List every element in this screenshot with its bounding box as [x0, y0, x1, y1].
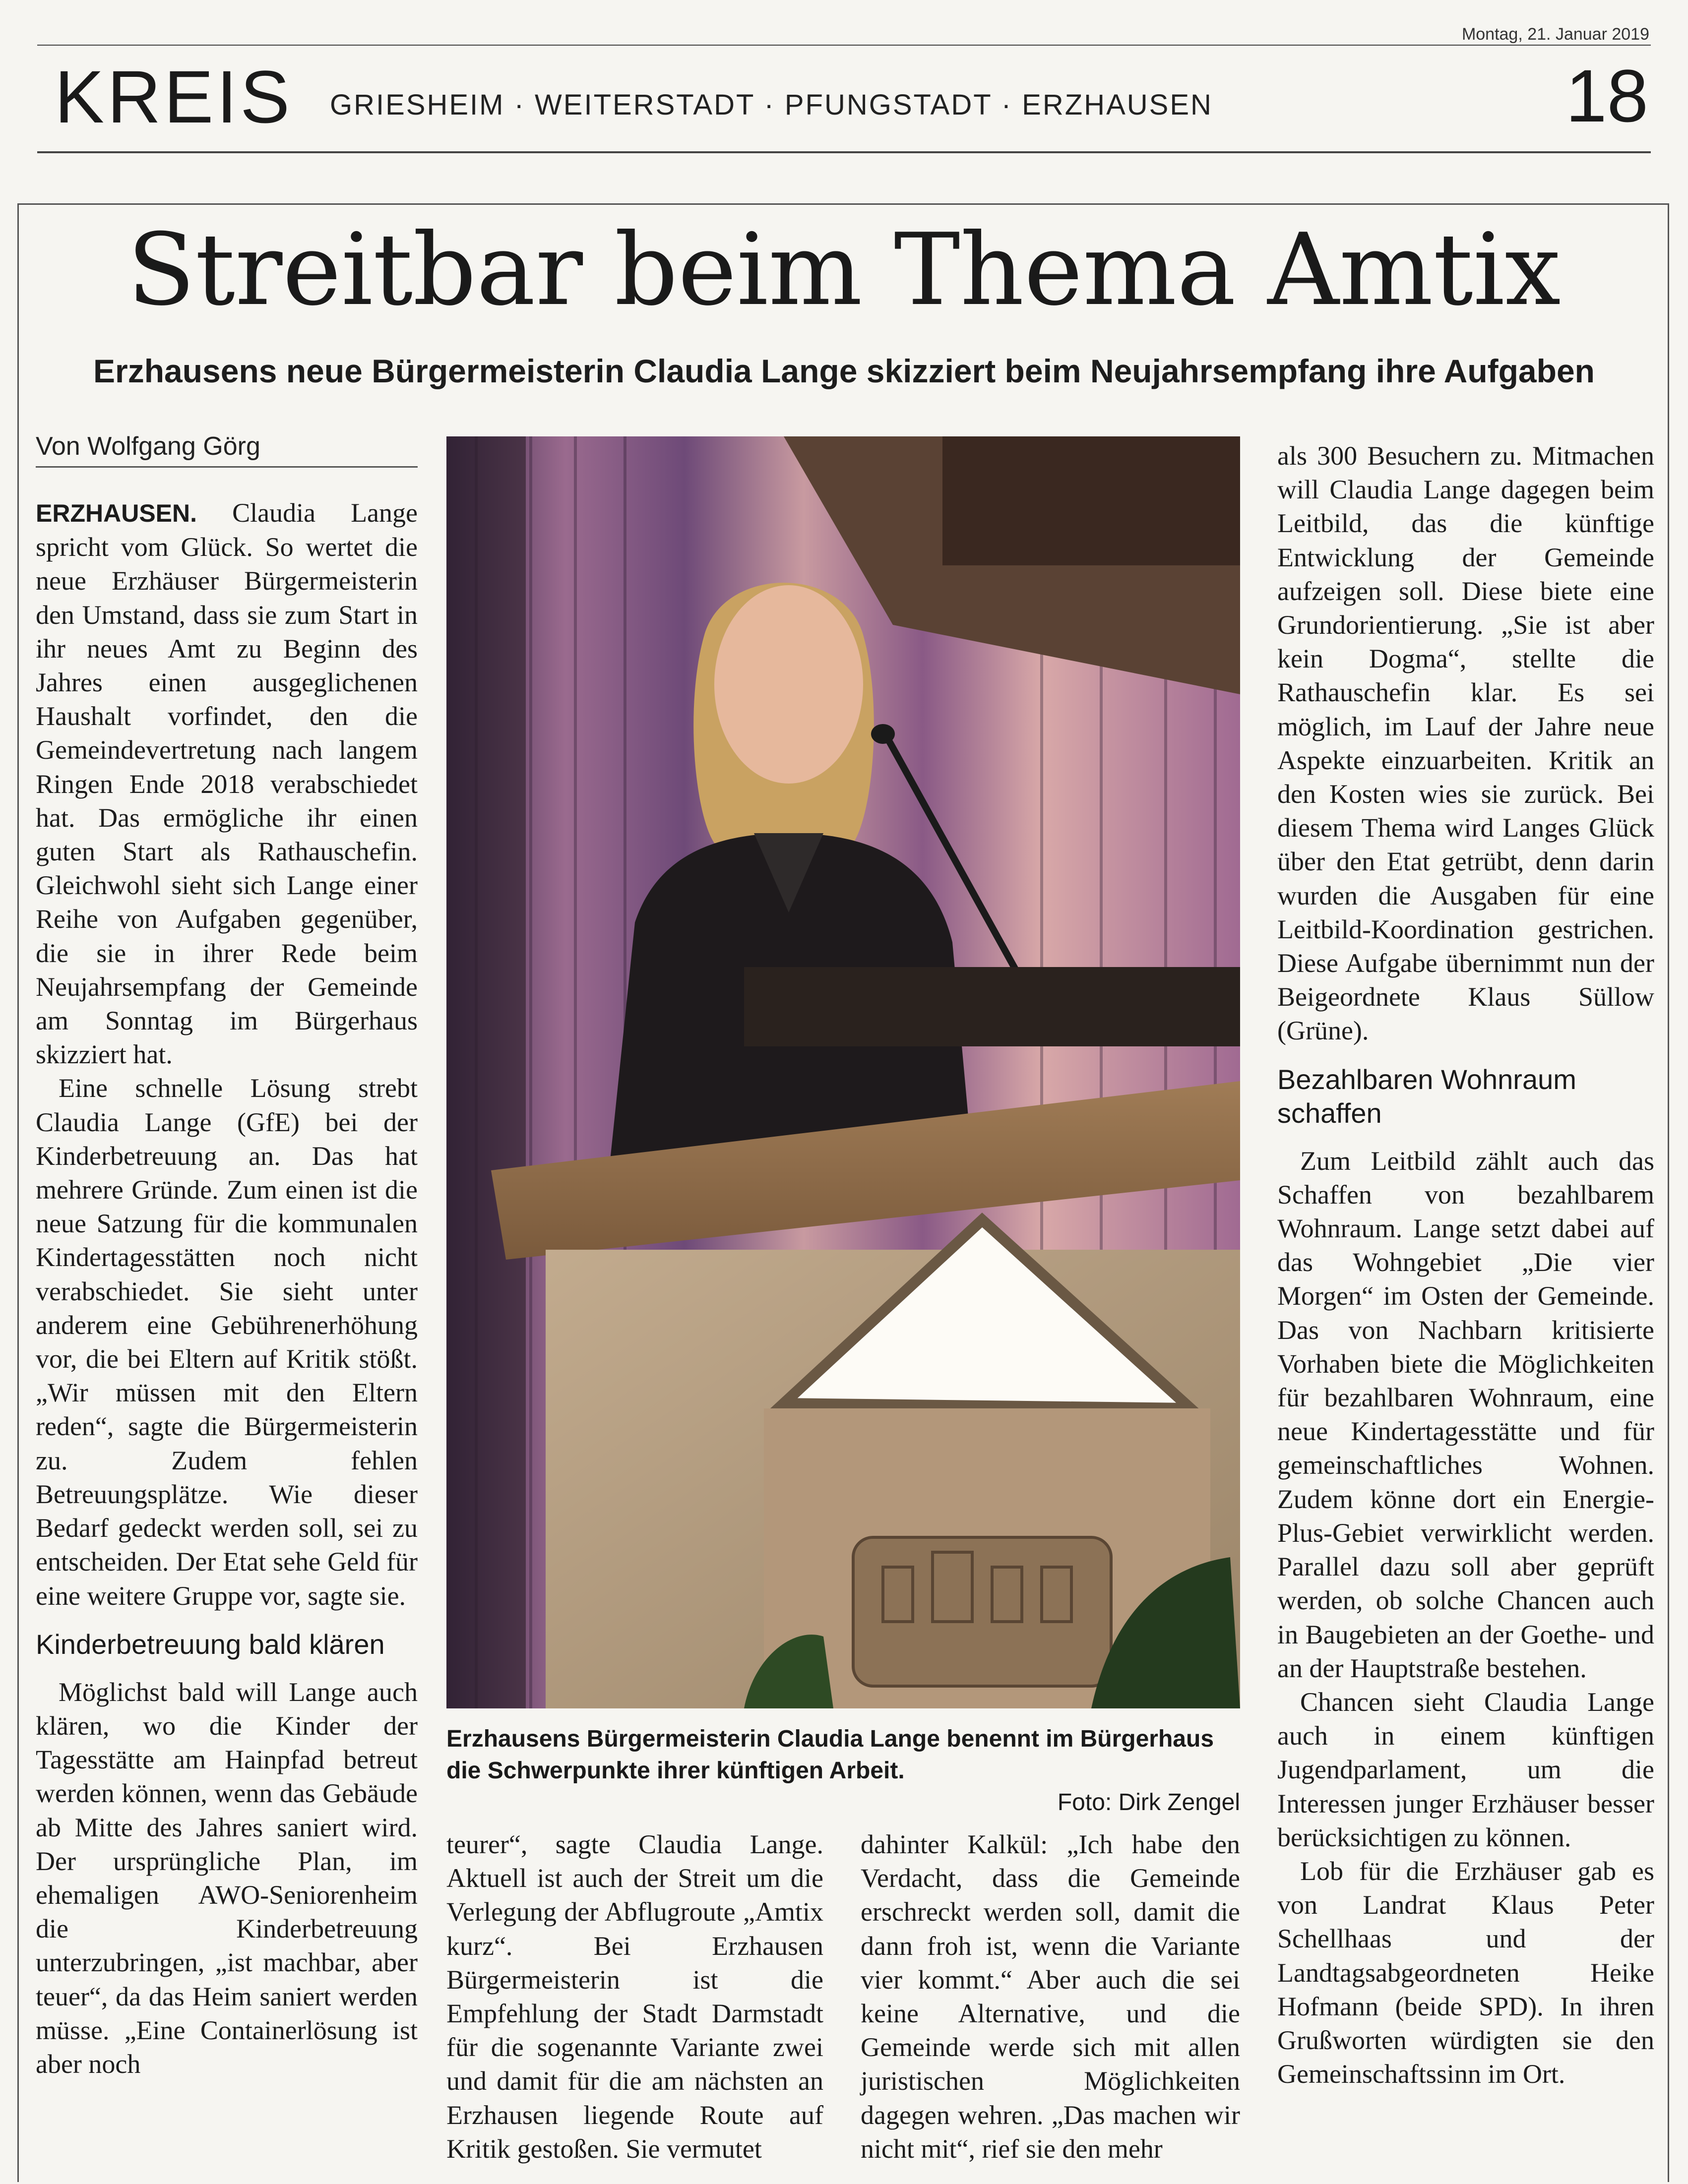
paragraph: teurer“, sagte Claudia Lange. Aktuell ist auch der Streit um die Verlegung der Abflugroute „Amtix kurz“. Bei Erzhausen Bürgermeisterin ist die Empfehlung der Stadt Darmstadt für die sogenannte Variante zwei und damit für die am nächsten an Erzhausen liegende Route auf Kritik gestoßen. Sie vermutet: [446, 1829, 823, 2164]
paragraph: als 300 Besuchern zu. Mitmachen will Claudia Lange dagegen beim Leitbild, das die künftige Entwicklung der Gemeinde aufzeigen soll. Diese biete eine Grundorientierung. „Sie ist aber kein Dogma“, stellte die Rathauschefin klar. Es sei möglich, im Lauf der Jahre neue Aspekte einzuarbeiten. Kritik an den Kosten wies sie zurück. Bei diesem Thema wird Langes Glück über den Etat getrübt, denn darin wurden die Ausgaben für eine Leitbild-Koordination gestrichen. Diese Aufgabe übernimmt nun der Beigeordnete Klaus Süllow (Grüne).: [1277, 441, 1654, 1046]
byline: Von Wolfgang Görg: [36, 431, 418, 468]
article-photo: [446, 436, 1240, 1708]
section-title: KREIS: [55, 55, 293, 138]
photo-credit: Foto: Dirk Zengel: [1057, 1789, 1240, 1816]
photo-illustration: [446, 436, 1240, 1708]
paragraph: ERZHAUSEN. Claudia Lange spricht vom Glück. So wertet die neue Erzhäuser Bürgermeisterin den Umstand, dass sie zum Start in ihr neues Amt zu Beginn des Jahres einen ausgeglichenen Haushalt vorfindet, den die Gemeindevertretung nach langem Ringen Ende 2018 verabschiedet hat. Das ermögliche ihr einen guten Start als Rathauschefin. Gleichwohl sieht sich Lange einer Reihe von Aufgaben gegenüber, die sie in ihrer Rede beim Neujahrsempfang der Gemeinde am Sonntag im Bürgerhaus skizziert hat.: [36, 498, 418, 1070]
paragraph: dahinter Kalkül: „Ich habe den Verdacht, dass die Gemeinde erschreckt werden soll, damit die dann froh ist, wenn die Variante vier kommt.“ Aber auch die sei keine Alternative, und die Gemeinde werde sich mit allen juristischen Möglichkeiten dagegen wehren. „Das machen wir nicht mit“, rief sie den mehr: [861, 1829, 1240, 2164]
subheading: Bezahlbaren Wohnraum schaffen: [1277, 1063, 1576, 1129]
subheading: Kinderbetreuung bald klären: [36, 1628, 385, 1660]
issue-date: Montag, 21. Januar 2019: [1461, 25, 1649, 44]
subheadline: Erzhausens neue Bürgermeisterin Claudia Lange skizziert beim Neujahrsempfang ihre Aufgaben: [93, 353, 1595, 389]
column-1: [36, 496, 418, 2081]
dateline: ERZHAUSEN.: [36, 499, 197, 527]
paragraph: Lob für die Erzhäuser gab es von Landrat Klaus Peter Schellhaas und der Landtagsabgeordneten Heike Hofmann (beide SPD). In ihren Grußworten würdigten sie den Gemeinschaftssinn im Ort.: [1277, 1856, 1654, 2089]
top-rule: [37, 45, 1651, 46]
paragraph: Eine schnelle Lösung strebt Claudia Lange (GfE) bei der Kinderbetreuung an. Das hat mehrere Gründe. Zum einen ist die neue Satzung für die kommunalen Kindertagesstätten noch nicht verabschiedet. Sie sieht unter anderem eine Gebührenerhöhung vor, die bei Eltern auf Kritik stößt. „Wir müssen mit den Eltern reden“, sagte die Bürgermeisterin zu. Zudem fehlen Betreuungsplätze. Wie dieser Bedarf gedeckt werden soll, sei zu entscheiden. Der Etat sehe Geld für eine weitere Gruppe vor, sagte sie.: [36, 1073, 418, 1611]
header-rule: [37, 151, 1651, 153]
column-2: [446, 1827, 823, 2166]
photo-caption: [446, 1723, 1240, 1819]
paragraph: Chancen sieht Claudia Lange auch in einem künftigen Jugendparlament, um die Interessen junger Erzhäuser besser berücksichtigen zu können.: [1277, 1687, 1654, 1852]
caption-text: Erzhausens Bürgermeisterin Claudia Lange benennt im Bürgerhaus die Schwerpunkte ihrer künftigen Arbeit.: [446, 1726, 1214, 1784]
headline: Streitbar beim Thema Amtix: [127, 212, 1561, 328]
column-3: [861, 1827, 1240, 2166]
column-4: [1277, 439, 1654, 2091]
section-places: GRIESHEIM · WEITERSTADT · PFUNGSTADT · ERZHAUSEN: [330, 89, 1213, 121]
paragraph: Zum Leitbild zählt auch das Schaffen von bezahlbarem Wohnraum. Lange setzt dabei auf das Wohngebiet „Die vier Morgen“ im Osten der Gemeinde. Das von Nachbarn kritisierte Vorhaben biete die Möglichkeiten für bezahlbaren Wohnraum, eine neue Kindertagesstätte und für gemeinschaftliches Wohnen. Zudem könne dort ein Energie-Plus-Gebiet verwirklicht werden. Parallel dazu soll aber geprüft werden, ob solche Chancen auch in Baugebieten an der Goethe- und an der Hauptstraße bestehen.: [1277, 1146, 1654, 1683]
page-number: 18: [1565, 54, 1648, 137]
paragraph: Möglichst bald will Lange auch klären, wo die Kinder der Tagesstätte am Hainpfad betreut werden können, wenn das Gebäude ab Mitte des Jahres saniert wird. Der ursprüngliche Plan, im ehemaligen AWO-Seniorenheim die Kinderbetreuung unterzubringen, „ist machbar, aber teuer“, da das Heim saniert werden müsse. „Eine Containerlösung ist aber noch: [36, 1677, 418, 2079]
